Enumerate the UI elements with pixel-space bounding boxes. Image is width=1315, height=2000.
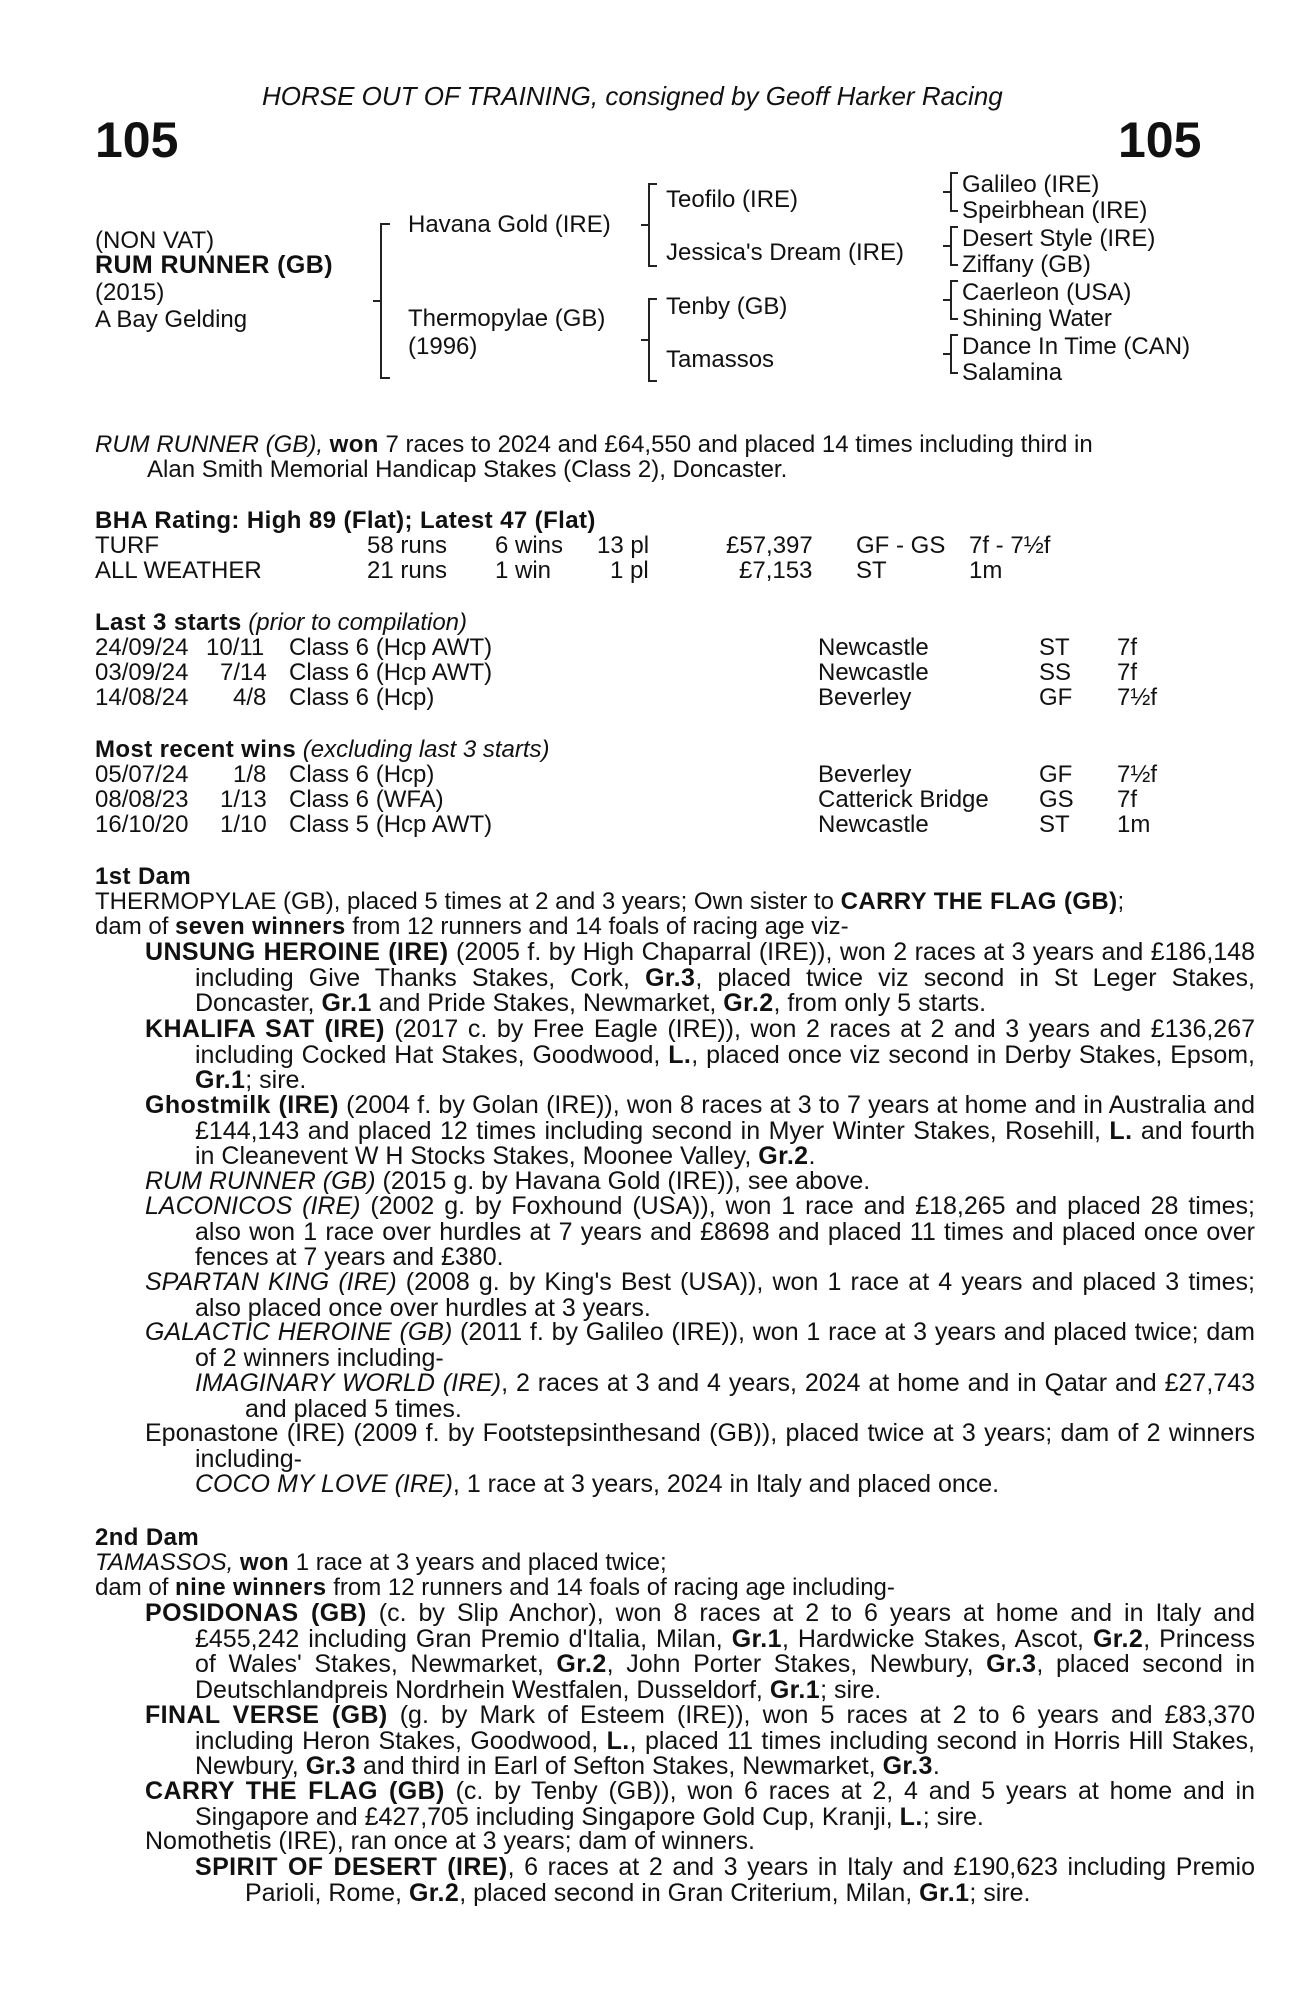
- second-dam-heading: 2nd Dam: [95, 1524, 200, 1551]
- second-dam-line-2: [95, 1575, 895, 1600]
- grade-label: Gr.2: [1092, 1624, 1144, 1653]
- progeny-text: .: [808, 1142, 816, 1170]
- start-date: 03/09/24: [95, 659, 189, 686]
- progeny-text: ; sire.: [820, 1675, 882, 1704]
- progeny-text: , placed second in Gran Criterium, Milan,: [459, 1878, 920, 1907]
- bha-surface: ALL WEATHER: [95, 557, 262, 584]
- progeny-name: GALACTIC HEROINE (GB): [145, 1318, 453, 1346]
- progeny-spirit-of-desert: [195, 1855, 1255, 1906]
- grade-label: Gr.2: [723, 989, 774, 1017]
- first-dam-text: THERMOPYLAE (GB), placed 5 times at 2 and 3 years; Own sister to: [95, 888, 841, 915]
- bha-going: GF - GS: [856, 532, 946, 559]
- start-going: SS: [1039, 659, 1072, 686]
- grade-label: L.: [1109, 1116, 1133, 1145]
- progeny-text: , placed second in Deutschlandpreis Nordrhein Westfalen, Dusseldorf,: [195, 1650, 1256, 1704]
- start-position: 10/11: [206, 634, 265, 661]
- progeny-name: FINAL VERSE (GB): [145, 1701, 388, 1729]
- grade-label: Gr.1: [731, 1624, 782, 1653]
- progeny-unsung-heroine: [145, 940, 1255, 1017]
- bha-surface: TURF: [95, 532, 159, 559]
- lot-number-right: 105: [1118, 112, 1202, 168]
- progeny-text: (2011 f. by Galileo (IRE)), won 1 race at 3 years and placed twice; dam of 2 winners including-: [195, 1318, 1255, 1372]
- first-dam-text: from 12 runners and 14 foals of racing age viz-: [345, 913, 849, 940]
- bha-distance: 1m: [969, 557, 1003, 584]
- second-dam-text: from 12 runners and 14 foals of racing age including-: [326, 1574, 895, 1601]
- summary-line-1: [95, 432, 1093, 457]
- progeny-name: Nomothetis (IRE): [145, 1827, 337, 1855]
- progeny-text: , placed once viz second in Derby Stakes, Epsom,: [691, 1040, 1255, 1069]
- grade-label: L.: [606, 1726, 630, 1755]
- progeny-name: SPIRIT OF DESERT (IRE): [195, 1853, 508, 1881]
- pedigree-g6: Shining Water: [962, 305, 1112, 332]
- win-distance: 1m: [1117, 811, 1151, 838]
- first-dam-heading: 1st Dam: [95, 863, 192, 890]
- grade-label: Gr.1: [769, 1675, 821, 1704]
- win-position: 1/10: [220, 811, 267, 838]
- start-date: 24/09/24: [95, 634, 189, 661]
- bha-wins: 6 wins: [495, 532, 564, 559]
- progeny-text: , ran once at 3 years; dam of winners.: [336, 1827, 755, 1855]
- second-dam-name: TAMASSOS,: [95, 1549, 234, 1576]
- pedigree-g7: Dance In Time (CAN): [962, 333, 1191, 360]
- pedigree-g8: Salamina: [962, 359, 1063, 386]
- progeny-text: , from only 5 starts.: [773, 989, 987, 1017]
- pedigree-g1: Galileo (IRE): [962, 171, 1100, 198]
- progeny-name: SPARTAN KING (IRE): [145, 1268, 397, 1296]
- progeny-text: ; sire.: [969, 1878, 1031, 1907]
- bha-going: ST: [856, 557, 887, 584]
- progeny-name: COCO MY LOVE (IRE): [195, 1470, 453, 1498]
- progeny-eponastone: [145, 1421, 1255, 1472]
- grade-label: Gr.3: [986, 1650, 1037, 1678]
- bha-wins: 1 win: [495, 557, 552, 584]
- progeny-nomothetis: [145, 1829, 1255, 1855]
- grade-label: L.: [668, 1040, 692, 1069]
- horse-description: A Bay Gelding: [95, 306, 248, 333]
- start-course: Newcastle: [818, 634, 929, 661]
- recent-wins-note: (excluding last 3 starts): [302, 736, 550, 763]
- pedigree-dam-dam: Tamassos: [666, 346, 775, 373]
- bha-runs: 21 runs: [367, 557, 448, 584]
- start-distance: 7f: [1117, 659, 1138, 686]
- win-race: Class 5 (Hcp AWT): [289, 811, 493, 838]
- consignor-line: HORSE OUT OF TRAINING, consigned by Geoff Harker Racing: [262, 81, 1003, 111]
- progeny-text: (2004 f. by Golan (IRE)), won 8 races at 3 to 7 years at home and in Australia and £144,143 and placed 12 times including second in Myer Winter Stakes, Rosehill,: [195, 1091, 1255, 1145]
- grade-label: Gr.2: [556, 1650, 607, 1678]
- start-position: 7/14: [220, 659, 267, 686]
- progeny-text: (2009 f. by Footstepsinthesand (GB)), placed twice at 3 years; dam of 2 winners including-: [195, 1419, 1255, 1473]
- win-date: 05/07/24: [95, 761, 189, 788]
- last3-title: Last 3 starts: [95, 609, 242, 636]
- win-going: GS: [1039, 786, 1074, 813]
- progeny-name: IMAGINARY WORLD (IRE): [195, 1369, 502, 1397]
- bha-money: £7,153: [739, 557, 813, 584]
- grade-label: Gr.1: [919, 1878, 970, 1907]
- start-distance: 7½f: [1117, 684, 1158, 711]
- brace-g3: [950, 280, 958, 320]
- progeny-text: , John Porter Stakes, Newbury,: [606, 1650, 987, 1678]
- progeny-text: and fourth in Cleanevent W H Stocks Stakes, Moonee Valley,: [195, 1116, 1255, 1170]
- brace-g4: [950, 334, 958, 374]
- progeny-name: CARRY THE FLAG (GB): [145, 1777, 445, 1805]
- first-dam-line-1: [95, 889, 1124, 914]
- progeny-text: (2008 g. by King's Best (USA)), won 1 race at 4 years and placed 3 times; also placed once over hurdles at 3 years.: [195, 1268, 1255, 1322]
- progeny-galactic-heroine: [145, 1320, 1255, 1371]
- grade-label: Gr.2: [408, 1878, 460, 1907]
- last3-note: (prior to compilation): [248, 609, 468, 636]
- grade-label: Gr.1: [195, 1066, 246, 1094]
- second-dam-won: won: [239, 1549, 290, 1576]
- progeny-name: KHALIFA SAT (IRE): [145, 1015, 385, 1043]
- win-race: Class 6 (WFA): [289, 786, 444, 813]
- second-dam-text: 1 race at 3 years and placed twice;: [289, 1549, 667, 1576]
- progeny-text: , 6 races at 2 and 3 years in Italy and £190,623 including Premio Parioli, Rome,: [245, 1853, 1255, 1907]
- win-going: GF: [1039, 761, 1073, 788]
- grade-label: Gr.3: [645, 963, 696, 992]
- progeny-coco-my-love: [195, 1472, 1205, 1498]
- progeny-text: (c. by Tenby (GB)), won 6 races at 2, 4 and 5 years at home and in Singapore and £427,705 including Singapore Gold Cup, Kranji,: [195, 1777, 1255, 1831]
- pedigree-g5: Caerleon (USA): [962, 279, 1132, 306]
- start-going: ST: [1039, 634, 1070, 661]
- progeny-text: , 1 race at 3 years, 2024 in Italy and placed once.: [452, 1470, 1000, 1498]
- win-date: 08/08/23: [95, 786, 189, 813]
- start-course: Newcastle: [818, 659, 929, 686]
- lot-number-left: 105: [95, 112, 179, 168]
- win-position: 1/8: [233, 761, 267, 788]
- start-race: Class 6 (Hcp AWT): [289, 659, 493, 686]
- summary-horse-name: RUM RUNNER (GB),: [95, 431, 323, 458]
- progeny-laconicos: [145, 1194, 1255, 1271]
- pedigree-g3: Desert Style (IRE): [962, 225, 1156, 252]
- win-race: Class 6 (Hcp): [289, 761, 435, 788]
- first-dam-sister: CARRY THE FLAG (GB): [840, 888, 1118, 915]
- win-distance: 7½f: [1117, 761, 1158, 788]
- pedigree-dam: Thermopylae (GB): [408, 305, 606, 332]
- last3-heading: [95, 610, 467, 635]
- grade-label: Gr.3: [305, 1752, 356, 1780]
- progeny-name: UNSUNG HEROINE (IRE): [145, 938, 449, 966]
- bha-places: 1 pl: [610, 557, 649, 584]
- start-race: Class 6 (Hcp AWT): [289, 634, 493, 661]
- grade-label: Gr.2: [758, 1142, 809, 1170]
- win-course: Catterick Bridge: [818, 786, 989, 813]
- pedigree-g2: Speirbhean (IRE): [962, 197, 1148, 224]
- progeny-text: and Pride Stakes, Newmarket,: [371, 989, 724, 1017]
- start-race: Class 6 (Hcp): [289, 684, 435, 711]
- bha-places: 13 pl: [597, 532, 650, 559]
- second-dam-winners: nine winners: [175, 1574, 327, 1601]
- pedigree-sire: Havana Gold (IRE): [408, 211, 611, 238]
- progeny-name: Eponastone (IRE): [145, 1419, 346, 1447]
- vat-status: (NON VAT): [95, 227, 215, 254]
- summary-line-2: Alan Smith Memorial Handicap Stakes (Class 2), Doncaster.: [147, 456, 788, 483]
- summary-won: won: [329, 431, 379, 458]
- progeny-text: , Princess of Wales' Stakes, Newmarket,: [195, 1624, 1255, 1678]
- brace-dam: [648, 298, 657, 382]
- second-dam-line-1: [95, 1550, 667, 1575]
- progeny-text: (g. by Mark of Esteem (IRE)), won 5 races at 2 to 6 years and £83,370 including Heron Stakes, Goodwood,: [195, 1701, 1255, 1755]
- first-dam-line-2: [95, 914, 849, 939]
- brace-sire-dam: [380, 223, 390, 379]
- summary-text: 7 races to 2024 and £64,550 and placed 14 times including third in: [378, 431, 1093, 458]
- progeny-imaginary-world: [195, 1371, 1255, 1422]
- win-date: 16/10/20: [95, 811, 189, 838]
- win-position: 1/13: [220, 786, 267, 813]
- progeny-posidonas: [145, 1601, 1255, 1703]
- progeny-name: Ghostmilk (IRE): [145, 1091, 339, 1119]
- pedigree-dam-year: (1996): [408, 333, 478, 360]
- progeny-name: LACONICOS (IRE): [145, 1192, 361, 1220]
- grade-label: Gr.3: [882, 1752, 933, 1780]
- pedigree-sire-sire: Teofilo (IRE): [666, 186, 799, 213]
- progeny-text: .: [932, 1752, 940, 1780]
- progeny-carry-the-flag: [145, 1779, 1255, 1830]
- progeny-text: ; sire.: [245, 1066, 307, 1094]
- progeny-text: , placed 11 times including second in Horris Hill Stakes, Newbury,: [195, 1726, 1255, 1780]
- win-course: Beverley: [818, 761, 912, 788]
- grade-label: L.: [899, 1802, 923, 1831]
- progeny-text: (2005 f. by High Chaparral (IRE)), won 2 races at 3 years and £186,148 including Give Thanks Stakes, Cork,: [195, 938, 1255, 992]
- brace-g2: [950, 226, 958, 266]
- horse-foaled: (2015): [95, 279, 165, 306]
- progeny-text: ; sire.: [922, 1802, 984, 1831]
- progeny-final-verse: [145, 1703, 1255, 1780]
- progeny-text: , 2 races at 3 and 4 years, 2024 at home and in Qatar and £27,743 and placed 5 times.: [245, 1369, 1255, 1423]
- start-position: 4/8: [233, 684, 267, 711]
- progeny-text: (2002 g. by Foxhound (USA)), won 1 race and £18,265 and placed 28 times; also won 1 race over hurdles at 7 years and £8698 and placed 11 times and placed once over fences at 7 years and £380.: [195, 1192, 1256, 1271]
- progeny-spartan-king: [145, 1270, 1255, 1321]
- progeny-text: , Hardwicke Stakes, Ascot,: [781, 1624, 1093, 1653]
- start-going: GF: [1039, 684, 1073, 711]
- progeny-khalifa-sat: [145, 1017, 1255, 1094]
- progeny-name: POSIDONAS (GB): [145, 1599, 367, 1627]
- progeny-text: and third in Earl of Sefton Stakes, Newmarket,: [355, 1752, 883, 1780]
- win-course: Newcastle: [818, 811, 929, 838]
- brace-sire: [648, 183, 657, 267]
- progeny-ghostmilk: [145, 1093, 1255, 1170]
- first-dam-punct: ;: [1117, 888, 1125, 915]
- start-distance: 7f: [1117, 634, 1138, 661]
- pedigree-sire-dam: Jessica's Dream (IRE): [666, 239, 904, 266]
- progeny-rum-runner: [145, 1169, 1255, 1195]
- recent-wins-title: Most recent wins: [95, 736, 297, 763]
- progeny-text: (c. by Slip Anchor), won 8 races at 2 to 6 years at home and in Italy and £455,242 including Gran Premio d'Italia, Milan,: [195, 1599, 1255, 1653]
- bha-distance: 7f - 7½f: [969, 532, 1051, 559]
- horse-name: RUM RUNNER (GB): [95, 251, 333, 279]
- pedigree-dam-sire: Tenby (GB): [666, 293, 788, 320]
- start-course: Beverley: [818, 684, 912, 711]
- progeny-name: RUM RUNNER (GB): [145, 1167, 376, 1195]
- bha-rating-heading: BHA Rating: High 89 (Flat); Latest 47 (Flat): [95, 507, 596, 534]
- bha-money: £57,397: [726, 532, 813, 559]
- recent-wins-heading: [95, 737, 550, 762]
- bha-runs: 58 runs: [367, 532, 448, 559]
- first-dam-winners: seven winners: [175, 913, 346, 940]
- progeny-text: (2015 g. by Havana Gold (IRE)), see above.: [375, 1167, 871, 1195]
- win-distance: 7f: [1117, 786, 1138, 813]
- second-dam-text: dam of: [95, 1574, 176, 1601]
- win-going: ST: [1039, 811, 1070, 838]
- progeny-text: , placed twice viz second in St Leger Stakes, Doncaster,: [195, 963, 1255, 1017]
- pedigree-g4: Ziffany (GB): [962, 251, 1091, 278]
- grade-label: Gr.1: [321, 989, 372, 1017]
- brace-g1: [950, 172, 958, 212]
- progeny-text: (2017 c. by Free Eagle (IRE)), won 2 races at 2 and 3 years and £136,267 including Cocked Hat Stakes, Goodwood,: [195, 1015, 1256, 1069]
- start-date: 14/08/24: [95, 684, 189, 711]
- first-dam-text: dam of: [95, 913, 176, 940]
